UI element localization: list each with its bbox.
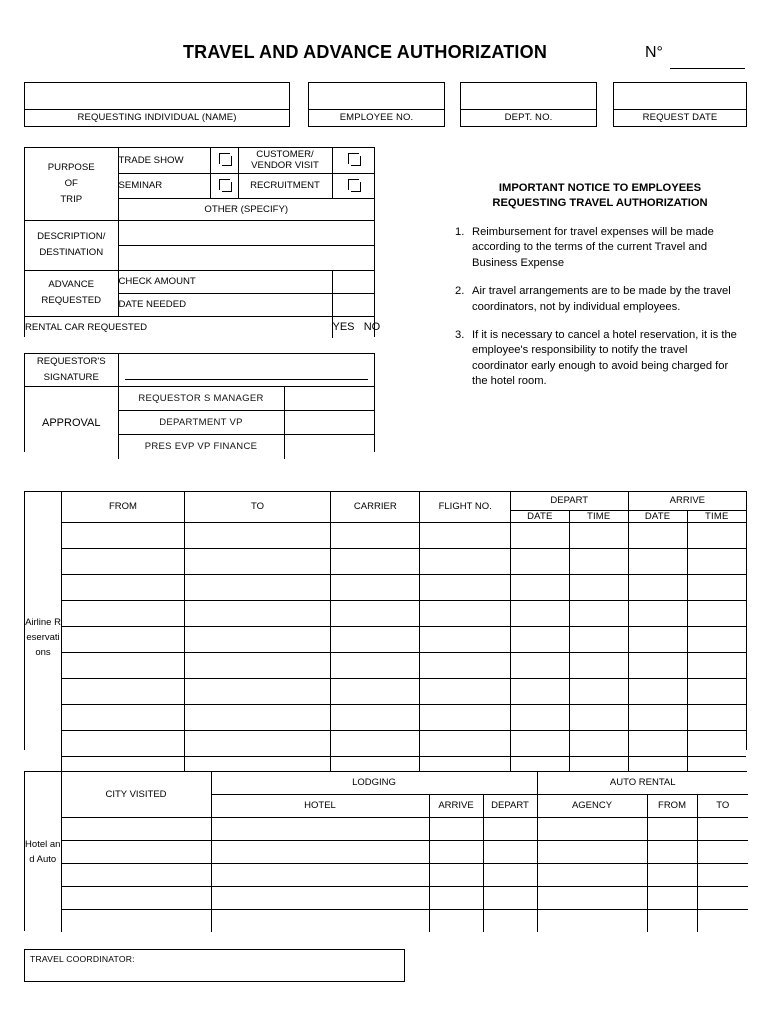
purpose-label-line-2: OF <box>64 177 78 189</box>
notice-item-text: Reimbursement for travel expenses will be made according to the terms of the current Travel and Business Expense <box>472 226 714 269</box>
airline-cell-to[interactable] <box>184 730 330 756</box>
airline-cell-depart-time[interactable] <box>569 678 628 704</box>
approval-row-department-vp-label: DEPARTMENT VP <box>118 411 284 435</box>
hotel-cell-to[interactable] <box>697 840 748 863</box>
airline-col-to-header: TO <box>184 492 330 522</box>
table-row[interactable] <box>25 600 746 626</box>
airline-cell-arrive-date[interactable] <box>628 548 687 574</box>
hotel-and-auto-section <box>24 771 747 931</box>
hotel-cell-to[interactable] <box>697 886 748 909</box>
hotel-subcol-hotel-header: HOTEL <box>211 794 429 817</box>
approval-row-pres-evp-finance-label: PRES EVP VP FINANCE <box>118 435 284 459</box>
checkbox-icon <box>219 153 230 164</box>
notice-item-text: Air travel arrangements are to be made by the travel coordinators, not by individual employees. <box>472 285 731 313</box>
airline-cell-depart-time[interactable] <box>569 652 628 678</box>
airline-cell-carrier[interactable] <box>331 730 420 756</box>
table-row[interactable] <box>25 548 746 574</box>
header-field-request-date[interactable] <box>613 82 747 127</box>
hotel-cell-from[interactable] <box>647 886 697 909</box>
airline-cell-to[interactable] <box>184 704 330 730</box>
date-needed-input[interactable] <box>332 293 374 316</box>
airline-cell-from[interactable] <box>62 678 185 704</box>
hotel-cell-depart[interactable] <box>483 886 537 909</box>
airline-cell-arrive-date[interactable] <box>628 678 687 704</box>
travel-coordinator-label: TRAVEL COORDINATOR: <box>30 954 135 964</box>
approval-row-pres-evp-finance-input[interactable] <box>284 435 374 459</box>
rental-car-no-option[interactable]: NO <box>363 321 381 334</box>
airline-cell-carrier[interactable] <box>331 522 420 548</box>
airline-cell-flight-no[interactable] <box>420 600 510 626</box>
airline-cell-arrive-date[interactable] <box>628 730 687 756</box>
table-row[interactable] <box>25 574 746 600</box>
hotel-cell-arrive[interactable] <box>429 840 483 863</box>
airline-cell-arrive-time[interactable] <box>687 548 746 574</box>
airline-cell-carrier[interactable] <box>331 574 420 600</box>
airline-cell-flight-no[interactable] <box>420 704 510 730</box>
customer-vendor-visit-text: CUSTOMER/ VENDOR VISIT <box>251 149 319 172</box>
airline-cell-carrier[interactable] <box>331 704 420 730</box>
airline-cell-from[interactable] <box>62 574 185 600</box>
airline-cell-from[interactable] <box>62 652 185 678</box>
airline-cell-arrive-time[interactable] <box>687 678 746 704</box>
airline-cell-depart-time[interactable] <box>569 548 628 574</box>
airline-cell-from[interactable] <box>62 626 185 652</box>
hotel-group-auto-rental-header: AUTO RENTAL <box>537 772 748 794</box>
airline-cell-depart-date[interactable] <box>510 678 569 704</box>
airline-col-flight-no-header: FLIGHT NO. <box>420 492 510 522</box>
airline-cell-depart-time[interactable] <box>569 704 628 730</box>
table-row[interactable] <box>25 840 748 863</box>
hotel-col-city-visited-header: CITY VISITED <box>61 772 211 817</box>
hotel-cell-arrive[interactable] <box>429 886 483 909</box>
notice-item <box>455 328 745 390</box>
description-label-line-2: DESTINATION <box>39 247 104 258</box>
employee-no-input[interactable] <box>309 83 444 110</box>
purpose-other-specify[interactable] <box>118 198 374 220</box>
hotel-cell-from[interactable] <box>647 817 697 840</box>
hotel-cell-agency[interactable] <box>537 863 647 886</box>
airline-cell-carrier[interactable] <box>331 600 420 626</box>
table-row[interactable] <box>25 678 746 704</box>
airline-section-label: Airline Reservations <box>25 492 62 782</box>
hotel-cell-from[interactable] <box>647 909 697 932</box>
rental-car-yes-option[interactable]: YES <box>332 321 355 334</box>
signature-label-line-1: REQUESTOR'S <box>36 356 106 367</box>
hotel-cell-depart[interactable] <box>483 817 537 840</box>
hotel-cell-depart[interactable] <box>483 909 537 932</box>
checkbox-icon <box>348 179 359 190</box>
description-line-2-input[interactable] <box>118 245 374 270</box>
approval-label: APPROVAL <box>25 387 118 459</box>
airline-cell-to[interactable] <box>184 600 330 626</box>
airline-cell-to[interactable] <box>184 548 330 574</box>
hotel-cell-agency[interactable] <box>537 840 647 863</box>
notice-item-number: 3. <box>455 329 465 342</box>
airline-group-arrive-header: ARRIVE <box>628 492 746 510</box>
notice-heading-line-2: REQUESTING TRAVEL AUTHORIZATION <box>492 197 708 209</box>
hotel-cell-agency[interactable] <box>537 909 647 932</box>
hotel-cell-depart[interactable] <box>483 863 537 886</box>
notice-item <box>455 284 745 315</box>
hotel-cell-to[interactable] <box>697 909 748 932</box>
date-needed-label: DATE NEEDED <box>118 293 332 316</box>
airline-cell-arrive-time[interactable] <box>687 574 746 600</box>
airline-cell-depart-date[interactable] <box>510 704 569 730</box>
airline-cell-arrive-time[interactable] <box>687 730 746 756</box>
check-amount-input[interactable] <box>332 270 374 293</box>
approval-table <box>25 354 374 459</box>
purpose-option-customer-vendor-visit-label <box>238 148 332 173</box>
page-title: TRAVEL AND ADVANCE AUTHORIZATION <box>182 42 548 62</box>
airline-cell-depart-time[interactable] <box>569 626 628 652</box>
purpose-table <box>25 148 381 338</box>
airline-reservations-section <box>24 491 747 750</box>
airline-cell-to[interactable] <box>184 678 330 704</box>
employee-no-caption: EMPLOYEE NO. <box>339 112 414 123</box>
advance-requested-label <box>25 270 118 316</box>
purpose-of-trip-label <box>25 148 118 220</box>
description-line-1-input[interactable] <box>118 220 374 245</box>
hotel-cell-city[interactable] <box>61 909 211 932</box>
rental-car-requested-label: RENTAL CAR REQUESTED <box>25 316 332 338</box>
airline-cell-carrier[interactable] <box>331 548 420 574</box>
airline-col-from-header: FROM <box>62 492 185 522</box>
requestor-signature-input[interactable] <box>118 354 374 387</box>
airline-cell-depart-date[interactable] <box>510 730 569 756</box>
hotel-subcol-from-header: FROM <box>647 794 697 817</box>
purpose-other-specify-label: OTHER (SPECIFY) <box>204 203 289 215</box>
notice-item-number: 1. <box>455 226 465 238</box>
airline-group-depart-header: DEPART <box>510 492 628 510</box>
airline-cell-depart-time[interactable] <box>569 574 628 600</box>
header-field-dept-no[interactable] <box>460 82 597 127</box>
airline-cell-depart-date[interactable] <box>510 600 569 626</box>
requestor-signature-label <box>25 354 118 387</box>
header-field-employee-no[interactable] <box>308 82 445 127</box>
table-row[interactable] <box>25 522 746 548</box>
airline-cell-arrive-date[interactable] <box>628 574 687 600</box>
airline-col-carrier-header: CARRIER <box>331 492 420 522</box>
hotel-cell-hotel[interactable] <box>211 909 429 932</box>
airline-cell-flight-no[interactable] <box>420 548 510 574</box>
checkbox-icon <box>348 153 359 164</box>
airline-cell-arrive-time[interactable] <box>687 600 746 626</box>
table-row[interactable] <box>25 886 748 909</box>
check-amount-label: CHECK AMOUNT <box>118 270 332 293</box>
notice-item-text: If it is necessary to cancel a hotel reservation, it is the employee's responsibility to notify the travel coordinator early enough to avoid being charged for the hotel room. <box>472 329 737 388</box>
requesting-individual-caption: REQUESTING INDIVIDUAL (NAME) <box>77 112 237 123</box>
hotel-cell-hotel[interactable] <box>211 863 429 886</box>
airline-cell-arrive-date[interactable] <box>628 600 687 626</box>
airline-cell-arrive-time[interactable] <box>687 626 746 652</box>
hotel-subcol-agency-header: AGENCY <box>537 794 647 817</box>
hotel-cell-hotel[interactable] <box>211 886 429 909</box>
signature-label-line-2: SIGNATURE <box>43 372 99 383</box>
request-date-caption: REQUEST DATE <box>642 112 718 123</box>
airline-cell-depart-time[interactable] <box>569 730 628 756</box>
purpose-option-recruitment-label: RECRUITMENT <box>238 173 332 198</box>
airline-cell-depart-time[interactable] <box>569 600 628 626</box>
form-number-label: N° <box>645 44 663 61</box>
hotel-cell-agency[interactable] <box>537 886 647 909</box>
airline-cell-depart-date[interactable] <box>510 574 569 600</box>
hotel-cell-depart[interactable] <box>483 840 537 863</box>
form-number-input-rule[interactable] <box>670 68 745 69</box>
hotel-and-auto-table <box>25 772 748 932</box>
purpose-label-line-1: PURPOSE <box>47 161 95 173</box>
airline-cell-depart-date[interactable] <box>510 626 569 652</box>
signature-and-approval-block <box>24 353 375 452</box>
airline-cell-from[interactable] <box>62 730 185 756</box>
hotel-cell-arrive[interactable] <box>429 863 483 886</box>
purpose-option-recruitment-checkbox[interactable] <box>332 173 374 198</box>
hotel-cell-from[interactable] <box>647 863 697 886</box>
purpose-option-customer-vendor-visit-checkbox[interactable] <box>332 148 374 173</box>
hotel-cell-to[interactable] <box>697 863 748 886</box>
dept-no-input[interactable] <box>461 83 596 110</box>
requesting-individual-input[interactable] <box>25 83 289 110</box>
airline-subcol-depart-date-header: DATE <box>510 510 569 522</box>
hotel-subcol-depart-header: DEPART <box>483 794 537 817</box>
airline-cell-arrive-time[interactable] <box>687 652 746 678</box>
airline-cell-arrive-time[interactable] <box>687 704 746 730</box>
airline-cell-arrive-date[interactable] <box>628 652 687 678</box>
hotel-cell-city[interactable] <box>61 840 211 863</box>
airline-cell-depart-date[interactable] <box>510 522 569 548</box>
request-date-input[interactable] <box>614 83 746 110</box>
airline-cell-from[interactable] <box>62 548 185 574</box>
notice-item-number: 2. <box>455 285 465 298</box>
hotel-cell-arrive[interactable] <box>429 909 483 932</box>
airline-cell-to[interactable] <box>184 522 330 548</box>
rental-car-yes-no[interactable] <box>332 316 381 338</box>
airline-cell-depart-time[interactable] <box>569 522 628 548</box>
hotel-section-label: Hotel and Auto <box>25 772 61 932</box>
header-field-requesting-individual[interactable] <box>24 82 290 127</box>
airline-cell-arrive-date[interactable] <box>628 626 687 652</box>
description-label-line-1: DESCRIPTION/ <box>37 231 106 242</box>
purpose-option-seminar-checkbox[interactable] <box>210 173 238 198</box>
approval-row-manager-label: REQUESTOR S MANAGER <box>118 387 284 411</box>
airline-cell-from[interactable] <box>62 522 185 548</box>
airline-cell-flight-no[interactable] <box>420 730 510 756</box>
hotel-cell-agency[interactable] <box>537 817 647 840</box>
hotel-cell-hotel[interactable] <box>211 840 429 863</box>
table-row[interactable] <box>25 730 746 756</box>
table-row[interactable] <box>25 909 748 932</box>
airline-subcol-depart-time-header: TIME <box>569 510 628 522</box>
table-row[interactable] <box>25 817 748 840</box>
dept-no-caption: DEPT. NO. <box>504 112 553 123</box>
airline-cell-flight-no[interactable] <box>420 678 510 704</box>
hotel-cell-city[interactable] <box>61 886 211 909</box>
purpose-label-line-3: TRIP <box>60 193 83 205</box>
airline-cell-carrier[interactable] <box>331 652 420 678</box>
airline-cell-flight-no[interactable] <box>420 652 510 678</box>
table-row[interactable] <box>25 863 748 886</box>
table-row[interactable] <box>25 652 746 678</box>
airline-cell-carrier[interactable] <box>331 626 420 652</box>
hotel-group-lodging-header: LODGING <box>211 772 537 794</box>
airline-subcol-arrive-time-header: TIME <box>687 510 746 522</box>
purpose-option-seminar-label: SEMINAR <box>118 173 210 198</box>
airline-reservations-table <box>25 492 746 782</box>
airline-cell-to[interactable] <box>184 626 330 652</box>
notice-heading-line-1: IMPORTANT NOTICE TO EMPLOYEES <box>498 182 702 194</box>
airline-cell-flight-no[interactable] <box>420 574 510 600</box>
airline-cell-flight-no[interactable] <box>420 522 510 548</box>
description-destination-label <box>25 220 118 270</box>
hotel-cell-city[interactable] <box>61 863 211 886</box>
signature-rule <box>125 379 369 380</box>
airline-cell-depart-date[interactable] <box>510 548 569 574</box>
table-row[interactable] <box>25 704 746 730</box>
purpose-option-trade-show-label: TRADE SHOW <box>118 148 210 173</box>
purpose-option-trade-show-checkbox[interactable] <box>210 148 238 173</box>
approval-row-department-vp-input[interactable] <box>284 411 374 435</box>
notice-list <box>455 225 745 390</box>
hotel-subcol-arrive-header: ARRIVE <box>429 794 483 817</box>
advance-label-line-1: ADVANCE <box>48 279 95 290</box>
airline-cell-arrive-time[interactable] <box>687 522 746 548</box>
hotel-cell-from[interactable] <box>647 840 697 863</box>
airline-cell-flight-no[interactable] <box>420 626 510 652</box>
hotel-cell-hotel[interactable] <box>211 817 429 840</box>
hotel-subcol-to-header: TO <box>697 794 748 817</box>
table-row[interactable] <box>25 626 746 652</box>
airline-cell-to[interactable] <box>184 652 330 678</box>
airline-cell-arrive-date[interactable] <box>628 522 687 548</box>
airline-cell-from[interactable] <box>62 600 185 626</box>
important-notice <box>455 181 745 403</box>
airline-cell-arrive-date[interactable] <box>628 704 687 730</box>
approval-row-manager-input[interactable] <box>284 387 374 411</box>
checkbox-icon <box>219 179 230 190</box>
hotel-cell-to[interactable] <box>697 817 748 840</box>
travel-coordinator-box[interactable] <box>24 949 405 982</box>
notice-item <box>455 225 745 271</box>
purpose-and-advance-block <box>24 147 381 337</box>
title-row <box>0 42 770 68</box>
airline-cell-to[interactable] <box>184 574 330 600</box>
hotel-cell-arrive[interactable] <box>429 817 483 840</box>
advance-label-line-2: REQUESTED <box>41 295 102 306</box>
airline-cell-from[interactable] <box>62 704 185 730</box>
hotel-cell-city[interactable] <box>61 817 211 840</box>
airline-subcol-arrive-date-header: DATE <box>628 510 687 522</box>
airline-cell-depart-date[interactable] <box>510 652 569 678</box>
airline-cell-carrier[interactable] <box>331 678 420 704</box>
